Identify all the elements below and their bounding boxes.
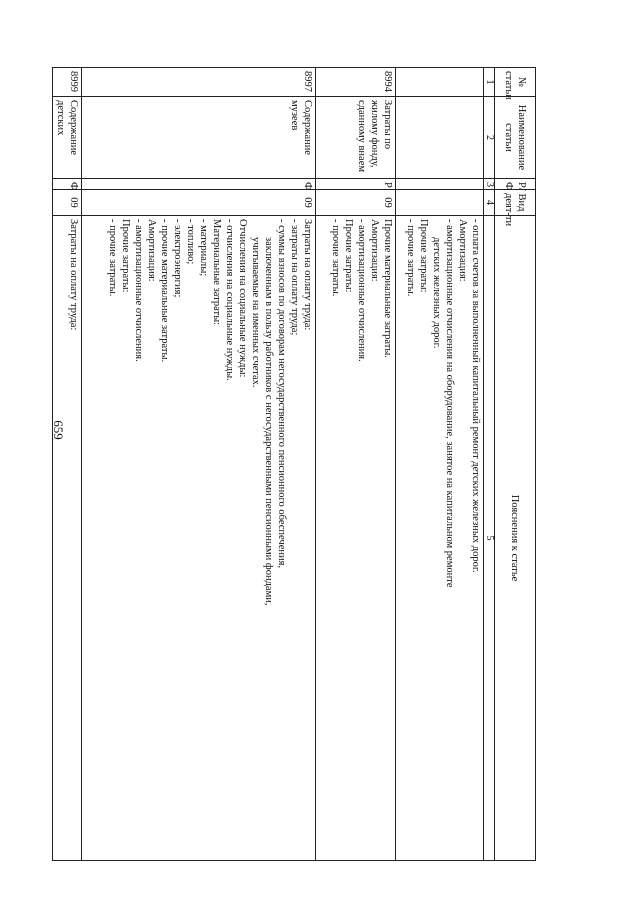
header-name: Наименование статьи	[495, 97, 536, 179]
row-activity: 09	[53, 190, 82, 216]
row-explanation: Прочие материальные затраты. Амортизация: - амортизационные отчисления. Прочие затраты: - прочие затраты.	[316, 216, 396, 861]
index-cell: 1	[484, 68, 495, 97]
row-name: Затраты по жилому фонду, сданному внаем	[316, 97, 396, 179]
table-row	[53, 68, 82, 861]
index-cell: 3	[484, 179, 495, 190]
page-number: 659	[51, 420, 66, 440]
row-name: Содержание детских	[53, 97, 82, 179]
header-row	[495, 68, 536, 861]
row-rf: Р	[316, 179, 396, 190]
row-activity: 09	[316, 190, 396, 216]
header-rf: Р/ Ф	[495, 179, 536, 190]
row-number: 8994	[316, 68, 396, 97]
table-row	[82, 68, 316, 861]
table-row	[396, 68, 484, 861]
row-rf: Ф	[82, 179, 316, 190]
articles-table	[52, 67, 536, 861]
header-activity: Вид деят-ти	[495, 190, 536, 216]
index-cell: 5	[484, 216, 495, 861]
column-index-row	[484, 68, 495, 861]
row-name: Содержание музеев	[82, 97, 316, 179]
row-number: 8999	[53, 68, 82, 97]
row-rf	[396, 179, 484, 190]
row-activity: 09	[82, 190, 316, 216]
row-rf: Ф	[53, 179, 82, 190]
header-explanations: Пояснения к статье	[495, 216, 536, 861]
index-cell: 2	[484, 97, 495, 179]
row-number	[396, 68, 484, 97]
row-explanation: Затраты на оплату труда:	[53, 216, 82, 861]
row-explanation: Затраты на оплату труда: - затраты на оплату труда; - суммы взносов по договорам негосударственного пенсионного обеспечения, заключенным в пользу работников с негосударственными пенсионными фондами, учитываемые на именных счетах. Отчисления на социальные нужды: - отчисления на социальные нужды. Материальные затраты: - материалы; - топливо; - электроэнергия; - прочие материальные затраты. Амортизация: - амортизационные отчисления. Прочие затраты: - прочие затраты.	[82, 216, 316, 861]
row-activity	[396, 190, 484, 216]
header-number: № статьи	[495, 68, 536, 97]
table-row	[316, 68, 396, 861]
index-cell: 4	[484, 190, 495, 216]
row-explanation: - оплата счетов за выполненный капитальный ремонт детских железных дорог. Амортизация: - амортизационные отчисления на оборудование, занятое на капитальном ремонте детских железных дорог. Прочие затраты: - прочие затраты.	[396, 216, 484, 861]
row-number: 8997	[82, 68, 316, 97]
row-name	[396, 97, 484, 179]
